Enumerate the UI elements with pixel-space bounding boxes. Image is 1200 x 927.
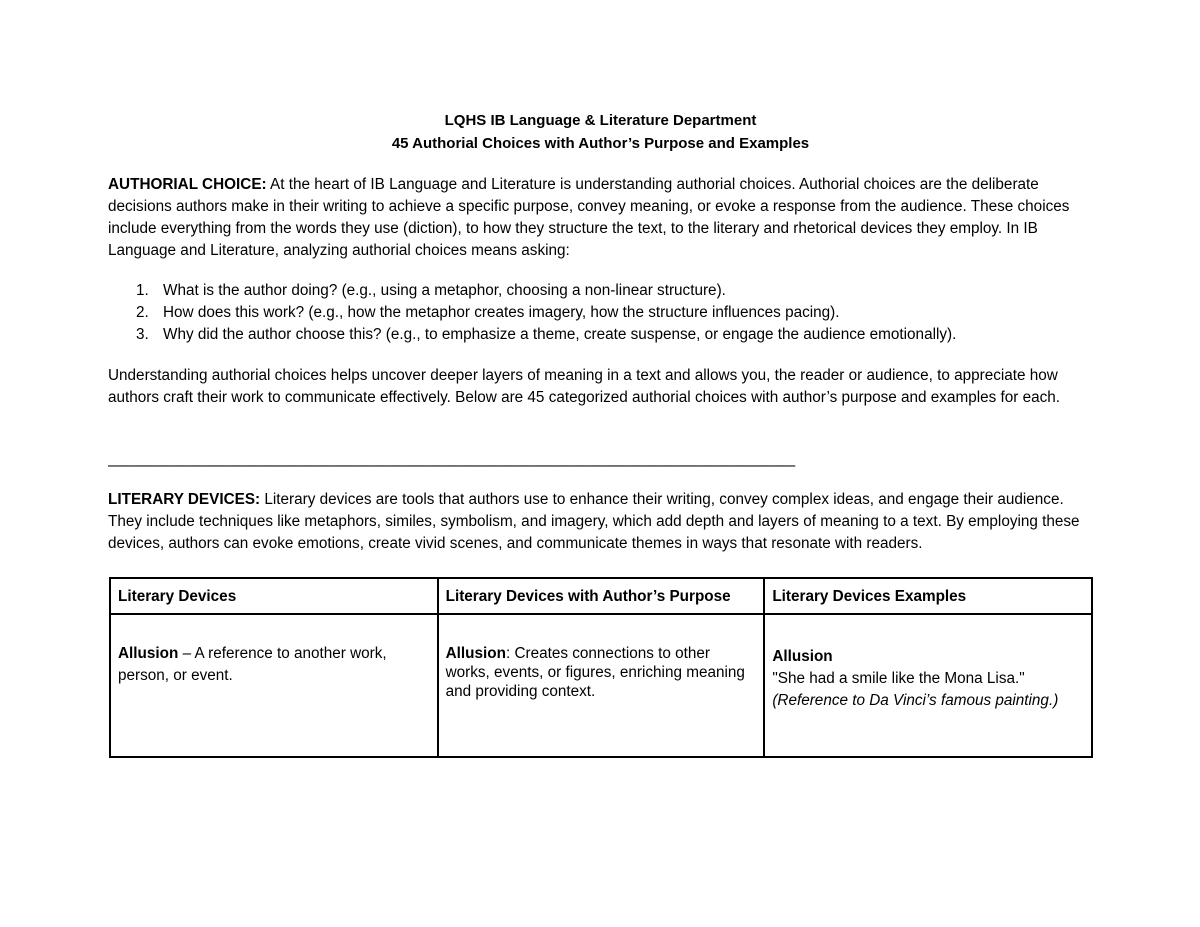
document-title: 45 Authorial Choices with Author’s Purpose and Examples xyxy=(391,135,810,152)
literary-devices-table xyxy=(109,577,1093,758)
table-row xyxy=(110,614,1092,757)
question-list xyxy=(108,280,1093,346)
device-term: Allusion xyxy=(118,645,179,662)
device-definition: – A reference to another work, person, or event. xyxy=(118,645,387,684)
example-term-text: Allusion xyxy=(772,648,833,665)
example-cell xyxy=(764,614,1092,757)
literary-devices-label: LITERARY DEVICES: xyxy=(108,491,261,508)
summary-paragraph: Understanding authorial choices helps uncover deeper layers of meaning in a text and allows you, the reader or audience, to appreciate how authors craft their work to communicate effectively. Below are 45 categorized authorial choices with author’s purpose and examples for each. xyxy=(108,367,1061,406)
purpose-text: : Creates connections to other works, events, or figures, enriching meaning and providing context. xyxy=(445,645,745,700)
authorial-choice-text: At the heart of IB Language and Literature is understanding authorial choices. Authorial choices are the deliberate decisions authors make in their writing to achieve a specific purpose, convey meaning, or evoke a response from the audience. These choices include everything from the words they use (diction), to how they structure the text, to the literary and rhetorical devices they employ. In IB Language and Literature, analyzing authorial choices means asking: xyxy=(108,176,1070,259)
list-number: 1. xyxy=(136,282,149,299)
list-item xyxy=(108,302,1093,324)
authorial-choice-paragraph xyxy=(108,174,1093,262)
column-header-examples: Literary Devices Examples xyxy=(764,578,1092,614)
document-header xyxy=(108,109,1093,155)
list-number: 3. xyxy=(136,326,149,343)
device-cell xyxy=(110,614,438,757)
literary-devices-text: Literary devices are tools that authors use to enhance their writing, convey complex ideas, and engage their audience. They include techniques like metaphors, similes, symbolism, and imagery, which add depth and layers of meaning to a text. By employing these devices, authors can evoke emotions, create vivid scenes, and communicate themes in ways that resonate with readers. xyxy=(108,491,1080,552)
list-item-text: What is the author doing? (e.g., using a metaphor, choosing a non-linear structure). xyxy=(163,282,726,299)
list-number: 2. xyxy=(136,304,149,321)
list-item-text: How does this work? (e.g., how the metaphor creates imagery, how the structure influences pacing). xyxy=(163,304,840,321)
purpose-cell xyxy=(438,614,765,757)
list-item xyxy=(108,280,1093,302)
section-divider: ———————————————————————————————————————————————— xyxy=(108,457,795,474)
example-note: (Reference to Da Vinci’s famous painting.) xyxy=(772,692,1059,709)
example-term xyxy=(772,646,1084,668)
table-header-row xyxy=(110,578,1092,614)
purpose-term: Allusion xyxy=(445,645,506,662)
column-header-devices: Literary Devices xyxy=(110,578,438,614)
literary-devices-paragraph xyxy=(108,489,1093,555)
example-quote: "She had a smile like the Mona Lisa." xyxy=(772,670,1025,687)
column-header-purpose: Literary Devices with Author’s Purpose xyxy=(438,578,765,614)
list-item-text: Why did the author choose this? (e.g., to emphasize a theme, create suspense, or engage the audience emotionally). xyxy=(163,326,957,343)
authorial-choice-label: AUTHORIAL CHOICE: xyxy=(108,176,267,193)
department-title: LQHS IB Language & Literature Department xyxy=(444,112,757,129)
list-item xyxy=(108,324,1093,346)
